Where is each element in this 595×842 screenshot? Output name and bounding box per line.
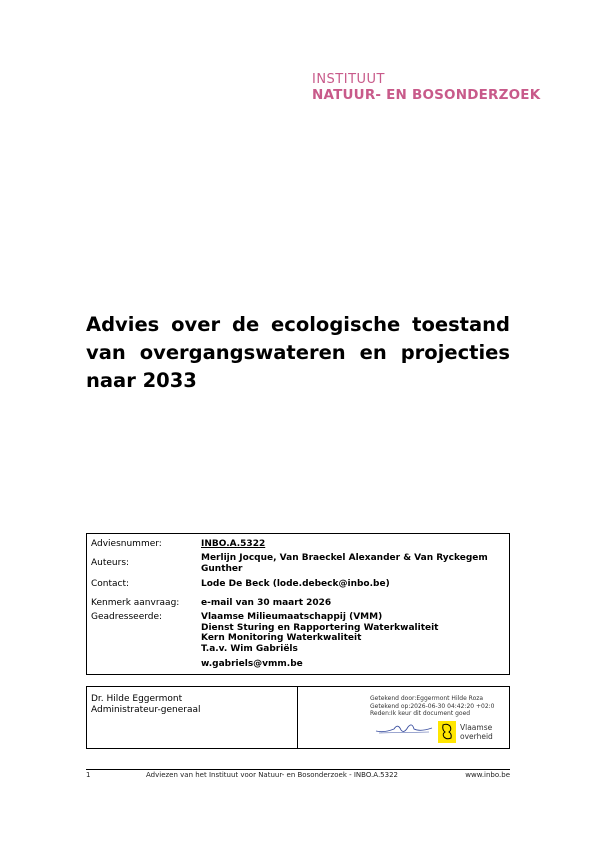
label-adviesnummer: Adviesnummer: bbox=[91, 539, 162, 549]
handwritten-signature-icon bbox=[374, 721, 434, 735]
label-auteurs: Auteurs: bbox=[91, 558, 130, 568]
signed-on: Getekend op:2026-06-30 04:42:20 +02:0 bbox=[370, 702, 495, 710]
gov-logo-line-1: Vlaamse bbox=[460, 723, 493, 732]
label-kenmerk: Kenmerk aanvraag: bbox=[91, 598, 180, 608]
geadresseerde-line-4: T.a.v. Wim Gabriëls bbox=[201, 643, 298, 654]
lion-icon bbox=[438, 721, 456, 743]
label-contact: Contact: bbox=[91, 579, 130, 589]
signatory-role: Administrateur-generaal bbox=[91, 705, 201, 715]
document-title: Advies over de ecologische toestand van overgangswateren en projecties naar 2033 bbox=[86, 313, 510, 392]
signed-reason: Reden:Ik keur dit document goed bbox=[370, 710, 471, 717]
value-contact: Lode De Beck (lode.debeck@inbo.be) bbox=[201, 579, 390, 589]
footer-title: Adviezen van het Instituut voor Natuur- en Bosonderzoek - INBO.A.5322 bbox=[146, 771, 398, 779]
signatory-box bbox=[86, 686, 298, 749]
value-kenmerk: e-mail van 30 maart 2026 bbox=[201, 598, 332, 608]
value-geadresseerde bbox=[201, 612, 505, 654]
value-adviesnummer: INBO.A.5322 bbox=[201, 539, 266, 549]
geadresseerde-line-3: Kern Monitoring Waterkwaliteit bbox=[201, 633, 362, 643]
info-table bbox=[86, 533, 510, 675]
signature-details bbox=[370, 695, 495, 718]
inbo-logo bbox=[312, 72, 540, 103]
geadresseerde-line-1: Vlaamse Milieumaatschappij (VMM) bbox=[201, 612, 383, 622]
gov-logo-text bbox=[460, 724, 493, 741]
vlaamse-overheid-logo bbox=[438, 721, 506, 743]
value-email[interactable]: w.gabriels@vmm.be bbox=[201, 659, 303, 669]
geadresseerde-line-2: Dienst Sturing en Rapportering Waterkwaliteit bbox=[201, 622, 439, 633]
footer-divider bbox=[86, 769, 510, 770]
value-auteurs: Merlijn Jocque, Van Braeckel Alexander & Van Ryckegem Gunther bbox=[201, 553, 488, 574]
page-number: 1 bbox=[86, 771, 91, 779]
digital-signature-box bbox=[298, 686, 510, 749]
logo-line-1: INSTITUUT bbox=[312, 72, 385, 87]
signed-by: Getekend door:Eggermont Hilde Roza bbox=[370, 695, 484, 702]
signatory-name: Dr. Hilde Eggermont bbox=[91, 694, 183, 704]
logo-line-2: NATUUR- EN BOSONDERZOEK bbox=[312, 87, 541, 103]
footer-website-link[interactable]: www.inbo.be bbox=[465, 771, 510, 779]
label-geadresseerde: Geadresseerde: bbox=[91, 612, 163, 622]
gov-logo-line-2: overheid bbox=[460, 731, 493, 741]
